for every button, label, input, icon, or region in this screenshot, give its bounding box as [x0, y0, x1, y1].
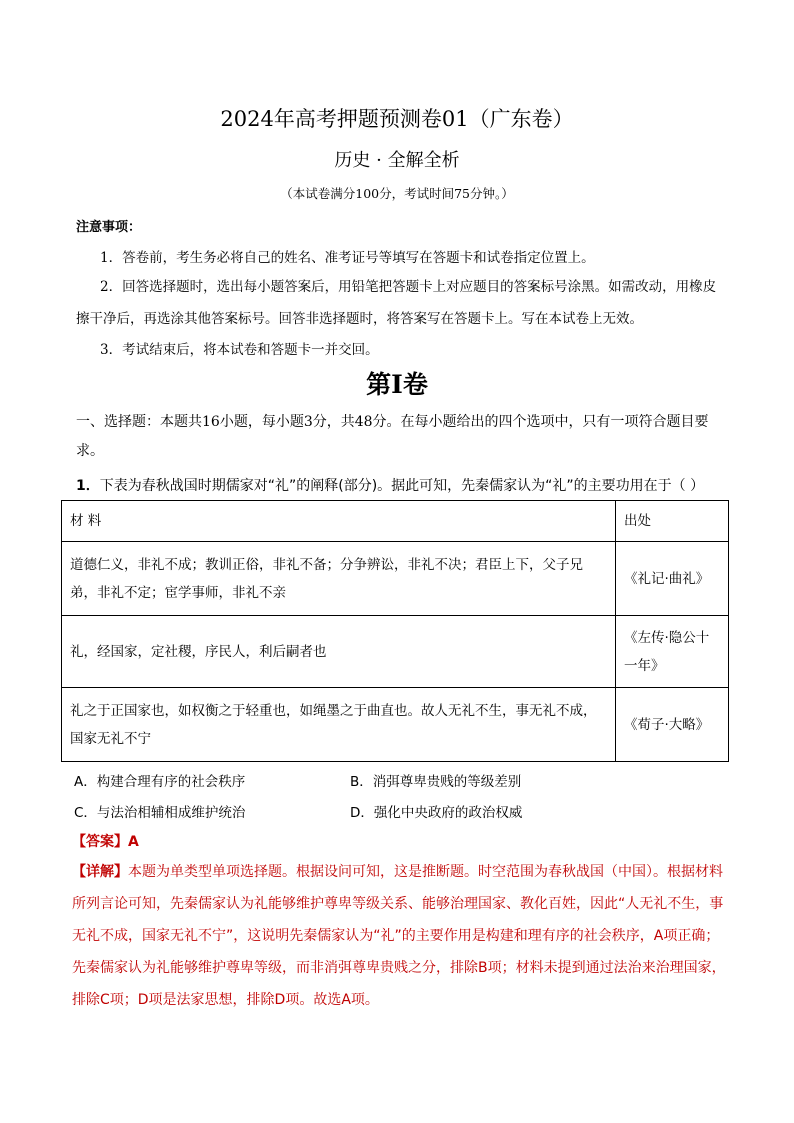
notice-item-1: 1．答卷前，考生务必将自己的姓名、准考证号等填写在答题卡和试卷指定位置上。 [100, 250, 595, 266]
page-subtitle: 历史 · 全解全析 [334, 150, 460, 171]
option-a: A．构建合理有序的社会秩序 [74, 774, 246, 790]
table-cell-material: 礼，经国家，定社稷，序民人，利后嗣者也 [62, 616, 616, 688]
question-number: 1． [76, 478, 100, 494]
option-b: B．消弭尊卑贵贱的等级差别 [350, 774, 522, 790]
answer-tag: 【答案】 [72, 834, 128, 850]
table-header-row [62, 501, 729, 542]
option-c: C．与法治相辅相成维护统治 [74, 805, 246, 821]
table-row [62, 616, 729, 688]
answer-value: A [128, 834, 139, 850]
notice-item-2: 2．回答选择题时，选出每小题答案后，用铅笔把答题卡上对应题目的答案标号涂黑。如需改动，用橡皮擦干净后，再选涂其他答案标号。回答非选择题时，将答案写在答题卡上。写在本试卷上无效。 [76, 279, 717, 327]
material-table [61, 500, 729, 762]
table-cell-material: 道德仁义，非礼不成；教训正俗，非礼不备；分争辨讼，非礼不决；君臣上下，父子兄弟，非礼不定；宦学事师，非礼不亲 [62, 542, 616, 616]
section-intro: 一、选择题：本题共16小题，每小题3分，共48分。在每小题给出的四个选项中，只有一项符合题目要求。 [76, 414, 709, 459]
table-row [62, 542, 729, 616]
question-text: 下表为春秋战国时期儒家对“礼”的阐释(部分)。据此可知，先秦儒家认为“礼”的主要功用在于（ ） [99, 478, 705, 494]
section-title: 第Ⅰ卷 [366, 370, 428, 399]
option-d: D．强化中央政府的政治权威 [350, 805, 523, 821]
exam-note: （本试卷满分100分，考试时间75分钟。） [280, 186, 514, 201]
question-stem [76, 475, 704, 495]
table-row [62, 688, 729, 762]
page-title: 2024年高考押题预测卷01（广东卷） [220, 107, 574, 131]
answer-detail [72, 856, 728, 1016]
table-cell-material: 礼之于正国家也，如权衡之于轻重也，如绳墨之于曲直也。故人无礼不生，事无礼不成，国家无礼不宁 [62, 688, 616, 762]
notice-item-3: 3．考试结束后，将本试卷和答题卡一并交回。 [100, 342, 379, 358]
notice-heading: 注意事项： [76, 220, 142, 235]
detail-text: 本题为单类型单项选择题。根据设问可知，这是推断题。时空范围为春秋战国（中国）。根据材料所列言论可知，先秦儒家认为礼能够维护尊卑等级关系、能够治理国家、教化百姓，因此“人无礼不生，事无礼不成，国家无礼不宁”，这说明先秦儒家认为“礼”的主要作用是构建和理有序的社会秩序，A项正确；先秦儒家认为礼能够维护尊卑等级，而非消弭尊卑贵贱之分，排除B项；材料未提到通过法治来治理国家，排除C项；D项是法家思想，排除D项。故选A项。 [72, 864, 726, 1008]
table-cell-source: 《荀子·大略》 [616, 688, 729, 762]
table-header-source: 出处 [616, 501, 729, 542]
detail-tag: 【详解】 [72, 864, 128, 880]
table-cell-source: 《礼记·曲礼》 [616, 542, 729, 616]
answer-line [72, 831, 139, 851]
table-header-material: 材 料 [62, 501, 616, 542]
table-cell-source: 《左传·隐公十一年》 [616, 616, 729, 688]
